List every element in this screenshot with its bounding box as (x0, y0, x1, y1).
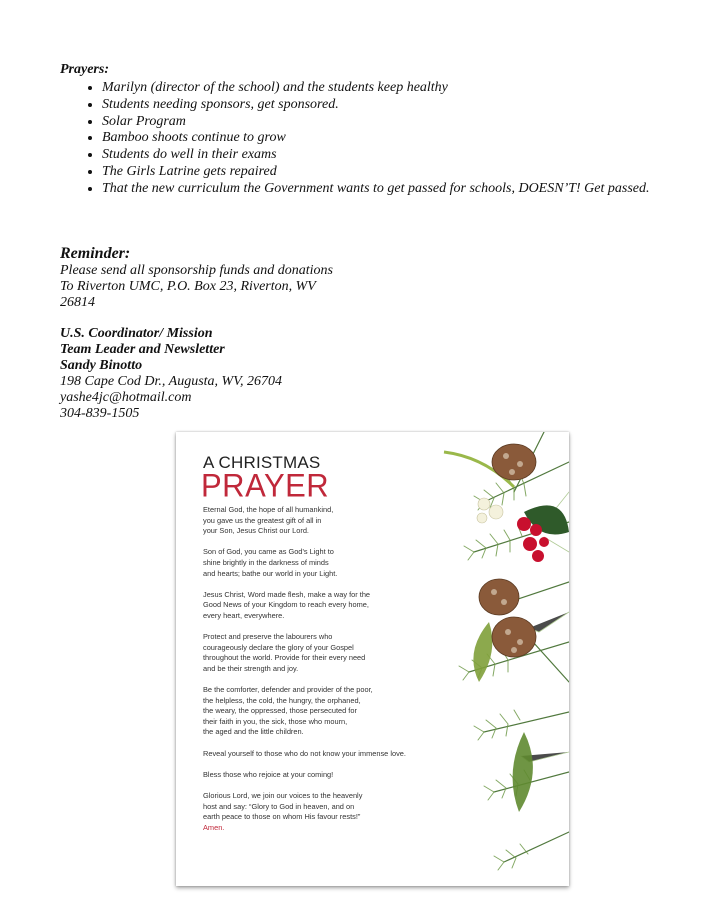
card-line: Glorious Lord, we join our voices to the heavenly (203, 791, 363, 801)
prayer-item: • Marilyn (director of the school) and the students keep healthy (102, 80, 680, 97)
card-amen: Amen. (203, 822, 225, 832)
card-paragraph (203, 632, 433, 674)
card-line: shine brightly in the darkness of minds (203, 557, 329, 567)
card-line: Be the comforter, defender and provider of the poor, (203, 685, 373, 695)
card-heading-small: A CHRISTMAS (203, 453, 321, 472)
card-line: Good News of your Kingdom to reach every home, (203, 600, 369, 610)
card-line: Protect and preserve the labourers who (203, 632, 333, 642)
card-line: Son of God, you came as God’s Light to (203, 547, 334, 557)
contact-section (60, 326, 460, 422)
card-line: every heart, everywhere. (203, 610, 285, 620)
prayer-list (60, 80, 680, 198)
card-line: and hearts; bathe our world in your Light. (203, 568, 338, 578)
card-paragraph (203, 547, 433, 579)
card-paragraph (203, 590, 433, 622)
card-line: your Son, Jesus Christ our Lord. (203, 526, 309, 536)
prayer-item: • The Girls Latrine gets repaired (102, 164, 680, 181)
card-prayer-text (203, 505, 433, 844)
reminder-section (60, 245, 460, 311)
card-line: their faith in you, the sick, those who mourn, (203, 716, 348, 726)
card-paragraph (203, 505, 433, 537)
contact-email: yashe4jc@hotmail.com (60, 390, 192, 405)
card-line: Eternal God, the hope of all humankind, (203, 505, 334, 514)
reminder-line: 26814 (60, 295, 95, 310)
contact-name: Sandy Binotto (60, 358, 143, 373)
contact-role: U.S. Coordinator/ Mission (60, 326, 213, 341)
reminder-line: Please send all sponsorship funds and donations (60, 263, 334, 278)
card-line: you gave us the greatest gift of all in (203, 515, 322, 525)
prayer-item: • Bamboo shoots continue to grow (102, 130, 680, 147)
card-line: the aged and the little children. (203, 727, 304, 737)
card-line: Reveal yourself to those who do not know your immense love. (203, 748, 406, 758)
prayer-item: • Solar Program (102, 114, 680, 131)
prayer-item: • That the new curriculum the Government wants to get passed for schools, DOESN’T! Get passed. (102, 181, 680, 198)
prayers-section (60, 62, 680, 198)
card-line: the helpless, the cold, the hungry, the orphaned, (203, 695, 361, 705)
card-line: and be their strength and joy. (203, 663, 299, 673)
card-line: Jesus Christ, Word made flesh, make a way for the (203, 589, 371, 599)
contact-role: Team Leader and Newsletter (60, 342, 225, 357)
card-paragraph (203, 685, 433, 738)
prayer-item: • Students do well in their exams (102, 147, 680, 164)
card-paragraph (203, 770, 433, 781)
card-line: throughout the world. Provide for their every need (203, 653, 366, 663)
reminder-line: To Riverton UMC, P.O. Box 23, Riverton, WV (60, 279, 316, 294)
card-heading-large: PRAYER (201, 467, 330, 504)
christmas-prayer-card (176, 432, 569, 886)
contact-address: 198 Cape Cod Dr., Augusta, WV, 26704 (60, 374, 282, 389)
card-paragraph (203, 791, 433, 833)
card-line: Bless those who rejoice at your coming! (203, 769, 334, 779)
prayers-title: Prayers: (60, 62, 109, 77)
card-line: the weary, the oppressed, those persecuted for (203, 706, 357, 716)
prayer-item: • Students needing sponsors, get sponsored. (102, 97, 680, 114)
reminder-title: Reminder: (60, 245, 131, 262)
card-line: courageously declare the glory of your Gospel (203, 642, 354, 652)
card-line: host and say: “Glory to God in heaven, and on (203, 801, 355, 811)
card-line: earth peace to those on whom His favour rests!” (203, 812, 361, 822)
contact-phone: 304-839-1505 (60, 406, 140, 421)
card-paragraph (203, 749, 433, 760)
